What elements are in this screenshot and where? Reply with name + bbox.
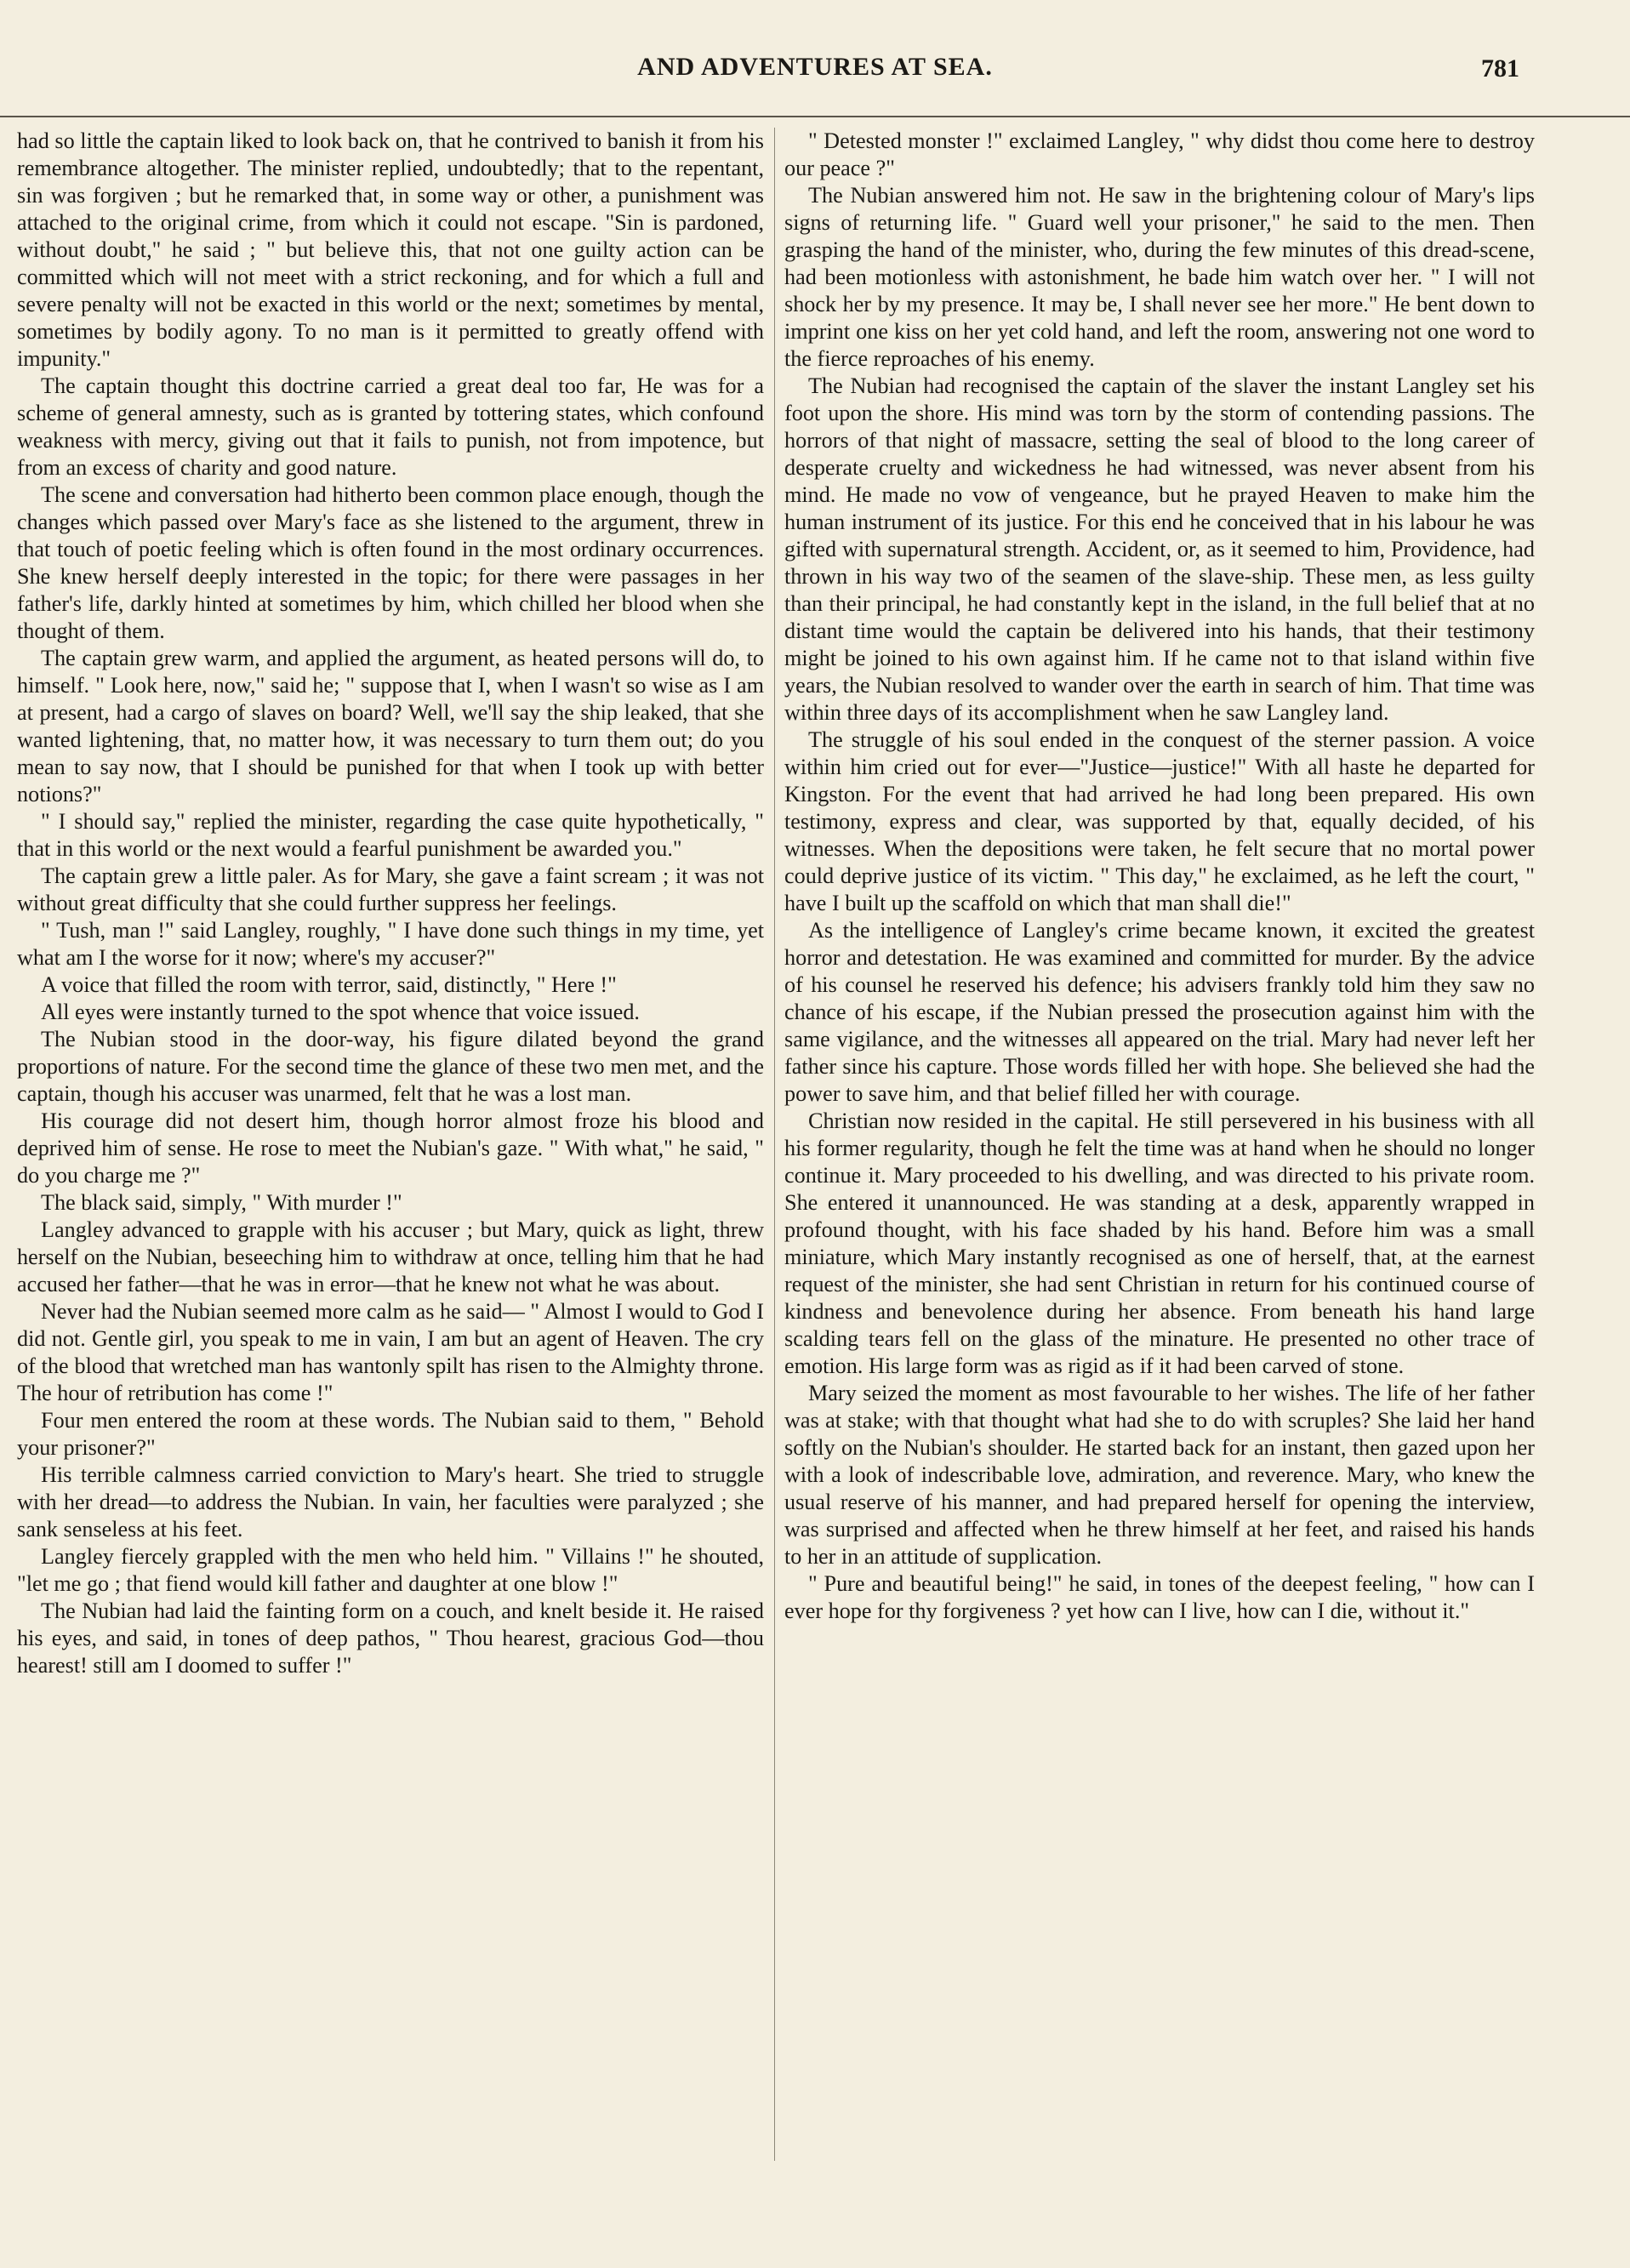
paragraph: " I should say," replied the minister, regarding the case quite hypothetically, " that in this world or the next would a fearful punishment be awarded you."	[17, 809, 764, 861]
paragraph: The Nubian had recognised the captain of the slaver the instant Langley set his foot upon the shore. His mind was torn by the storm of contending passions. The horrors of that night of massacre, setting the seal of blood to the long career of desperate cruelty and wickedness he had witnessed, was never absent from his mind. He made no vow of vengeance, but he prayed Heaven to make him the human instrument of its justice. For this end he conceived that in his labour he was gifted with supernatural strength. Accident, or, as it seemed to him, Providence, had thrown in his way two of the seamen of the slave-ship. These men, as less guilty than their principal, he had constantly kept in the island, in the full belief that at no distant time would the captain be delivered into his hands, that their testimony might be joined to his own against him. If he came not to that island within five years, the Nubian resolved to wander over the earth in search of him. That time was within three days of its accomplishment when he saw Langley land.	[784, 373, 1535, 725]
paragraph: The scene and conversation had hitherto been common place enough, though the changes which passed over Mary's face as she listened to the argument, threw in that touch of poetic feeling which is often found in the most ordinary occurrences. She knew herself deeply interested in the topic; for there were passages in her father's life, darkly hinted at sometimes by him, which chilled her blood when she thought of them.	[17, 482, 764, 643]
paragraph: " Detested monster !" exclaimed Langley, " why didst thou come here to destroy our peace ?"	[784, 128, 1535, 180]
paragraph: Never had the Nubian seemed more calm as he said— " Almost I would to God I did not. Gentle girl, you speak to me in vain, I am but an agent of Heaven. The cry of the blood that wretched man has wantonly spilt has risen to the Almighty throne. The hour of retribution has come !"	[17, 1299, 764, 1405]
running-title: AND ADVENTURES AT SEA.	[637, 53, 993, 81]
paragraph: Langley advanced to grapple with his accuser ; but Mary, quick as light, threw herself on the Nubian, beseeching him to withdraw at once, telling him that he had accused her father—that he was in error—that he knew not what he was about.	[17, 1217, 764, 1296]
paragraph: A voice that filled the room with terror, said, distinctly, " Here !"	[41, 972, 617, 997]
paragraph: The Nubian answered him not. He saw in the brightening colour of Mary's lips signs of returning life. " Guard well your prisoner," he said to the men. Then grasping the hand of the minister, who, during the few minutes of this dread-scene, had been motionless with astonishment, he bade him watch over her. " I will not shock her by my presence. It may be, I shall never see her more." He bent down to imprint one kiss on her yet cold hand, and left the room, answering not one word to the fierce reproaches of his enemy.	[784, 183, 1535, 371]
paragraph: The captain thought this doctrine carried a great deal too far, He was for a scheme of general amnesty, such as is granted by tottering states, which confound weakness with mercy, giving out that it fails to punish, not from impotence, but from an excess of charity and good nature.	[17, 373, 764, 480]
paragraph: " Pure and beautiful being!" he said, in tones of the deepest feeling, " how can I ever hope for thy forgiveness ? yet how can I live, how can I die, without it."	[784, 1571, 1535, 1623]
paragraph: Mary seized the moment as most favourable to her wishes. The life of her father was at stake; with that thought what had she to do with scruples? She laid her hand softly on the Nubian's shoulder. He started back for an instant, then gazed upon her with a look of indescribable love, admiration, and reverence. Mary, who knew the usual reserve of his manner, and had prepared herself for opening the interview, was surprised and affected when he threw himself at her feet, and raised his hands to her in an attitude of supplication.	[784, 1381, 1535, 1569]
paragraph: His courage did not desert him, though horror almost froze his blood and deprived him of sense. He rose to meet the Nubian's gaze. " With what," he said, " do you charge me ?"	[17, 1108, 764, 1188]
column-divider	[774, 128, 775, 2161]
paragraph: As the intelligence of Langley's crime became known, it excited the greatest horror and detestation. He was examined and committed for murder. By the advice of his counsel he reserved his defence; his advisers frankly told him they saw no chance of his escape, if the Nubian pressed the prosecution against him with the same vigilance, and the witnesses all appeared on the trial. Mary had never left her father since his capture. Those words filled her with hope. She believed she had the power to save him, and that belief filled her with courage.	[784, 918, 1535, 1106]
paragraph: The struggle of his soul ended in the conquest of the sterner passion. A voice within him cried out for ever—"Justice—justice!" With all haste he departed for Kingston. For the event that had arrived he had long been prepared. His own testimony, express and clear, was supported by that, equally decided, of his witnesses. When the depositions were taken, he felt secure that no mortal power could deprive justice of its victim. " This day," he exclaimed, as he left the court, " have I built up the scaffold on which that man shall die!"	[784, 727, 1535, 915]
paragraph: The Nubian stood in the door-way, his figure dilated beyond the grand proportions of nature. For the second time the glance of these two men met, and the captain, though his accuser was unarmed, felt that he was a lost man.	[17, 1027, 764, 1106]
page-number: 781	[1481, 54, 1519, 83]
right-column	[784, 128, 1535, 1625]
paragraph: Langley fiercely grappled with the men who held him. " Villains !" he shouted, "let me go ; that fiend would kill father and daughter at one blow !"	[17, 1544, 764, 1596]
paragraph: " Tush, man !" said Langley, roughly, " I have done such things in my time, yet what am I the worse for it now; where's my accuser?"	[17, 918, 764, 970]
paragraph: The Nubian had laid the fainting form on a couch, and knelt beside it. He raised his eyes, and said, in tones of deep pathos, " Thou hearest, gracious God—thou hearest! still am I doomed to suffer !"	[17, 1598, 764, 1678]
paragraph: had so little the captain liked to look back on, that he contrived to banish it from his remembrance altogether. The minister replied, undoubtedly; that to the repentant, sin was forgiven ; but he remarked that, in some way or other, a punishment was attached to the original crime, from which it could not escape. "Sin is pardoned, without doubt," he said ; " but believe this, that not one guilty action can be committed which will not meet with a strict reckoning, and for which a full and severe penalty will not be exacted in this world or the next; sometimes by mental, sometimes by bodily agony. To no man is it permitted to greatly offend with impunity."	[17, 128, 764, 371]
page-header	[0, 53, 1630, 95]
paragraph: Christian now resided in the capital. He still persevered in his business with all his former regularity, though he felt the time was at hand when he should no longer continue it. Mary proceeded to his dwelling, and was directed to his private room. She entered it unannounced. He was standing at a desk, apparently wrapped in profound thought, with his face shaded by his hand. Before him was a small miniature, which Mary instantly recognised as one of herself, that, at the earnest request of the minister, she had sent Christian in return for his continued course of kindness and benevolence during her absence. From beneath his hand large scalding tears fell on the glass of the minature. He presented no other trace of emotion. His large form was as rigid as if it had been carved of stone.	[784, 1108, 1535, 1378]
paragraph: All eyes were instantly turned to the spot whence that voice issued.	[41, 1000, 640, 1024]
paragraph: His terrible calmness carried conviction to Mary's heart. She tried to struggle with her dread—to address the Nubian. In vain, her faculties were paralyzed ; she sank senseless at his feet.	[17, 1462, 764, 1541]
header-rule	[0, 116, 1630, 117]
paragraph: The captain grew warm, and applied the argument, as heated persons will do, to himself. " Look here, now," said he; " suppose that I, when I wasn't so wise as I am at present, had a cargo of slaves on board? Well, we'll say the ship leaked, that she wanted lightening, that, no matter how, it was necessary to turn them out; do you mean to say now, that I should be punished for that when I took up with better notions?"	[17, 646, 764, 806]
left-column	[17, 128, 764, 1679]
paragraph: The captain grew a little paler. As for Mary, she gave a faint scream ; it was not without great difficulty that she could further suppress her feelings.	[17, 863, 764, 915]
paragraph: The black said, simply, " With murder !"	[41, 1190, 402, 1215]
paragraph: Four men entered the room at these words. The Nubian said to them, " Behold your prisoner?"	[17, 1408, 764, 1460]
